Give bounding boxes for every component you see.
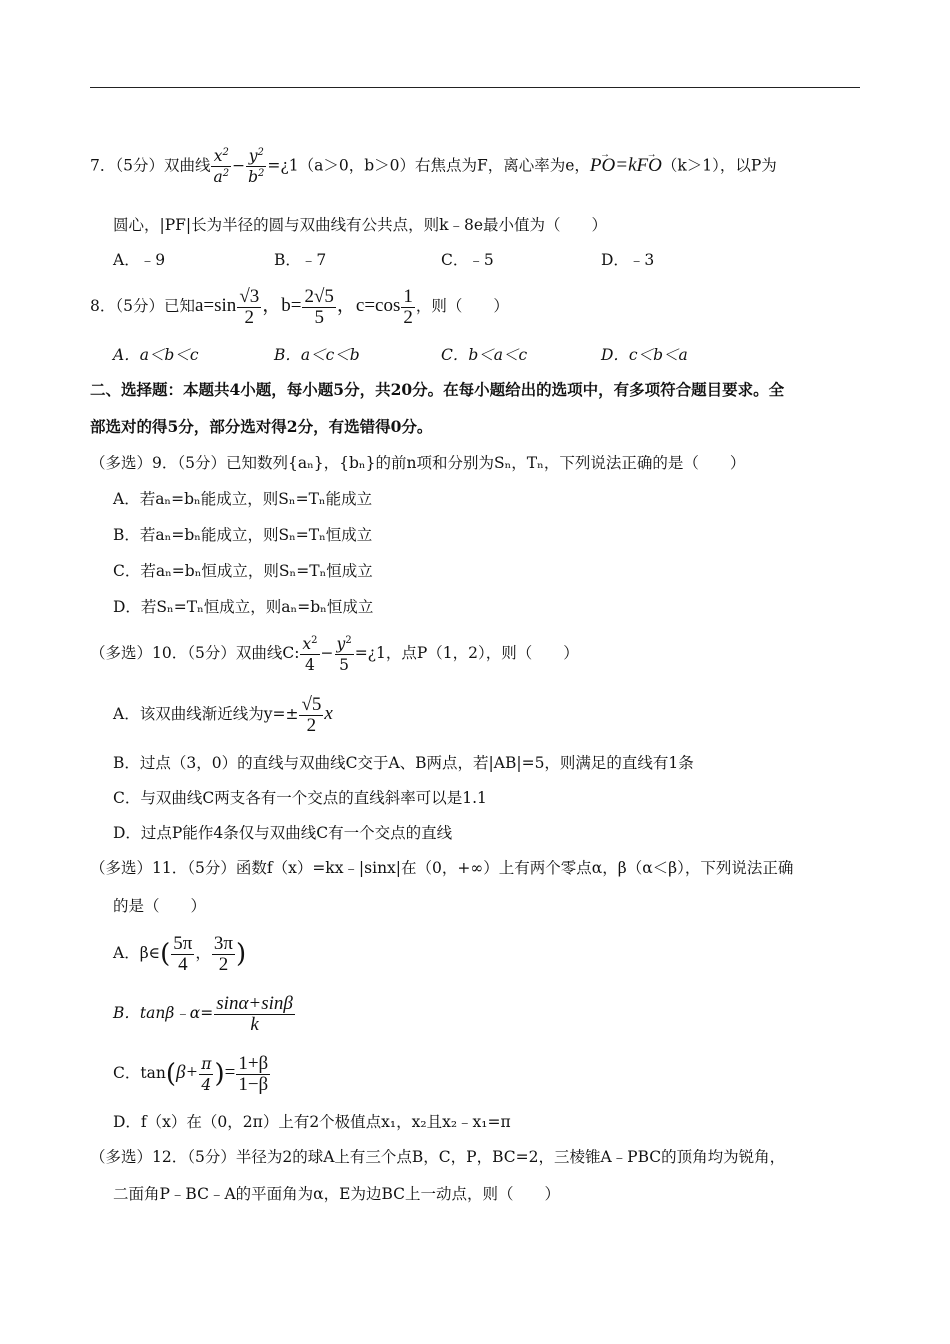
q9-option-a: A．若aₙ=bₙ能成立，则Sₙ=Tₙ能成立: [113, 490, 373, 508]
q8-option-d: D．c＜b＜a: [601, 346, 688, 364]
q11-option-d: D．f（x）在（0，2π）上有2个极值点x₁，x₂且x₂﹣x₁=π: [113, 1113, 511, 1131]
q11-option-c-eq: =: [224, 1062, 236, 1083]
q8-frac-b: $\frac{2√5}{5}$: [304, 285, 334, 328]
q7-option-c: C．﹣5: [441, 251, 494, 269]
q7-eq: =¿1: [267, 156, 299, 175]
q11-option-a-frac2: $\frac{3\pi}{2}$: [213, 932, 233, 975]
q10-frac-x: $\frac{x^2}{4}$: [302, 634, 318, 674]
q11-option-a: A．β∈( $\frac{5\pi}{4}$ ， $\frac{3\pi}{2}$ ): [113, 932, 247, 975]
section2-heading-line2: 部选对的得5分，部分选对得2分，有选错得0分。: [90, 417, 433, 436]
q11-option-c-inner: β+: [175, 1062, 199, 1083]
q10-option-a-frac: $\frac{√5}{2}$: [301, 693, 322, 736]
q7-frac-x: $\frac{x^2}{a^2}$: [213, 146, 230, 186]
q8-frac-a: $\frac{√3}{2}$: [239, 285, 260, 328]
q7-mid: （a＞0，b＞0）右焦点为F，离心率为e，: [298, 156, 590, 175]
q12-stem-line2: 二面角P﹣BC﹣A的平面角为α，E为边BC上一动点，则（ ）: [113, 1185, 560, 1203]
q7-vector-fo: → FO: [637, 150, 662, 182]
q8-option-b: B．a＜c＜b: [274, 346, 360, 364]
q8-a-def: a=sin: [194, 295, 237, 316]
q11-option-b: [113, 989, 296, 1037]
q9-option-d: D．若Sₙ=Tₙ恒成立，则aₙ=bₙ恒成立: [113, 598, 374, 616]
q7-lead: 7．（5分）双曲线: [90, 156, 211, 175]
q7-vec-eq: =k: [615, 154, 637, 176]
q10-eq: =¿1，点P（1，2），则（ ）: [354, 644, 579, 662]
q11-option-c-frac: $\frac{1+\beta}{1-\beta}$: [238, 1052, 269, 1095]
q11-option-c: C．tan(β+ $\frac{\pi}{4}$ )= $\frac{1+\beta}{1-\beta}$: [113, 1052, 269, 1095]
q10-stem: （多选）10．（5分）双曲线C: $\frac{x^2}{4}$ − $\frac{y^2}{5}$ =¿1，点P（1，2），则（ ）: [90, 634, 579, 674]
q7-option-a: A．﹣9: [113, 251, 166, 269]
q11-stem-line1: （多选）11．（5分）函数f（x）=kx﹣|sinx|在（0，+∞）上有两个零点α，β（α＜β），下列说法正确: [90, 859, 794, 877]
q10-option-b: B．过点（3，0）的直线与双曲线C交于A、B两点，若|AB|=5，则满足的直线有1条: [113, 754, 694, 772]
q12-stem-line1: （多选）12．（5分）半径为2的球A上有三个点B，C，P，BC=2，三棱锥A﹣PBC的顶角均为锐角，: [90, 1148, 786, 1166]
q9-stem: （多选）9．（5分）已知数列{aₙ}，{bₙ}的前n项和分别为Sₙ，Tₙ，下列说法正确的是（ ）: [90, 454, 746, 472]
q7-option-d: D．﹣3: [601, 251, 655, 269]
section2-heading-line1: 二、选择题：本题共4小题，每小题5分，共20分。在每小题给出的选项中，有多项符合题目要求。全: [90, 380, 785, 399]
q9-option-b: B．若aₙ=bₙ能成立，则Sₙ=Tₙ恒成立: [113, 526, 373, 544]
q8-frac-c: $\frac{1}{2}$: [403, 285, 413, 328]
q8-lead: 8．（5分）已知: [90, 297, 195, 315]
q11-option-a-text: A．β∈: [113, 944, 161, 962]
q8-stem: [90, 284, 509, 328]
q7-vector-po: → PO: [590, 150, 615, 182]
q10-option-a: [113, 690, 333, 738]
q9-option-c: C．若aₙ=bₙ恒成立，则Sₙ=Tₙ恒成立: [113, 562, 373, 580]
q11-option-b-frac: $\frac{\sin\alpha+\sin\beta}{k}$: [216, 992, 293, 1035]
q11-option-b-text: B．tanβ﹣α=: [113, 1004, 214, 1022]
q10-frac-y: $\frac{y^2}{5}$: [336, 634, 352, 674]
q10-lead: （多选）10．（5分）双曲线C:: [90, 644, 300, 662]
q11-option-c-text: C．tan: [113, 1064, 166, 1082]
q11-option-a-frac1: $\frac{5\pi}{4}$: [173, 932, 193, 975]
q10-option-d: D．过点P能作4条仅与双曲线C有一个交点的直线: [113, 824, 453, 842]
q11-stem-line2: 的是（ ）: [113, 897, 207, 915]
q10-option-a-text: A．该双曲线渐近线为y=±: [113, 705, 299, 723]
q7-tail: （k＞1），以P为: [661, 156, 777, 175]
q7-option-b: B．﹣7: [274, 251, 327, 269]
q8-option-c: C．b＜a＜c: [441, 346, 528, 364]
q7-stem-line2: 圆心，|PF|长为半径的圆与双曲线有公共点，则k﹣8e最小值为（ ）: [113, 216, 608, 234]
header-rule: [90, 87, 860, 88]
q8-b-def: ，b=: [262, 295, 302, 316]
q10-option-c: C．与双曲线C两支各有一个交点的直线斜率可以是1.1: [113, 789, 487, 807]
q8-tail: ，则（ ）: [415, 297, 509, 315]
q7-stem: 7．（5分）双曲线 $\frac{x^2}{a^2}$ − $\frac{y^2}{b^2}$ =¿1（a＞0，b＞0）右焦点为F，离心率为e，→ PO=k→ FO（k＞1），以P为: [90, 146, 777, 187]
q11-option-c-pi-frac: $\frac{\pi}{4}$: [201, 1054, 212, 1094]
q8-option-a: A．a＜b＜c: [113, 346, 199, 364]
q8-c-def: ，c=cos: [336, 295, 401, 316]
q7-frac-y: $\frac{y^2}{b^2}$: [248, 146, 265, 186]
q10-option-a-x: x: [324, 703, 333, 724]
